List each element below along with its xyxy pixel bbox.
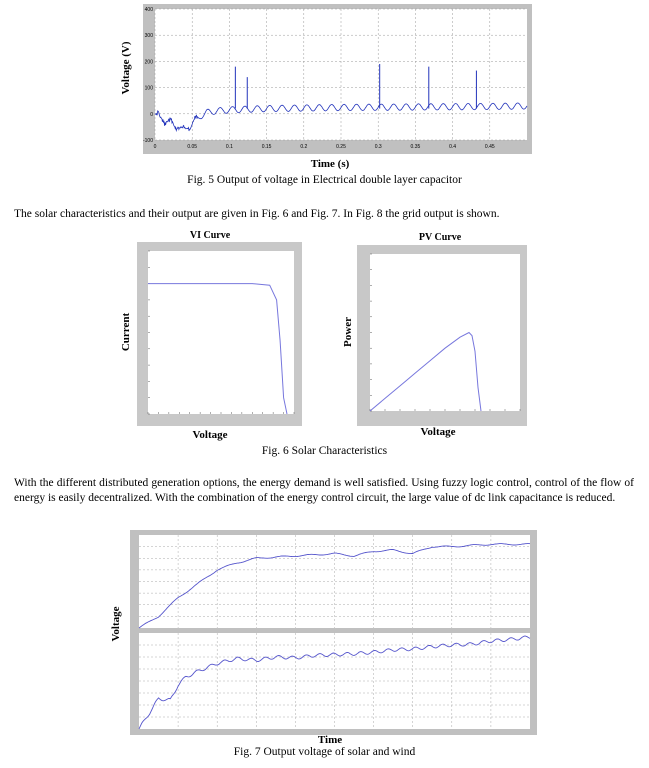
fig5-xtick-label: 0.2 — [300, 144, 308, 150]
vi-plot-area — [148, 251, 294, 414]
fig5-ytick-label: 100 — [144, 85, 153, 92]
fig5-xtick-label: 0.4 — [449, 144, 457, 150]
fig6-caption: Fig. 6 Solar Characteristics — [261, 445, 388, 457]
fig5-xtick-label: 0.35 — [410, 144, 421, 150]
fig5-chart — [143, 4, 532, 154]
fig7-ylabel: Voltage — [110, 606, 122, 642]
pv-chart — [357, 245, 527, 426]
pv-title: PV Curve — [418, 232, 462, 243]
fig5-xtick-label: 0.25 — [336, 144, 346, 150]
fig5-ytick-label: 200 — [144, 59, 153, 66]
fig5-caption: Fig. 5 Output of voltage in Electrical double layer capacitor — [187, 174, 462, 186]
fig5-ytick-label: 300 — [144, 33, 153, 40]
paragraph-2: With the different distributed generation options, the energy demand is well satisfied. Using fuzzy logic control, control of the flow of energy is easily decentralized. With the combination of the energy control circuit, the large value of dc link capacitance is reduced. — [14, 477, 634, 504]
fig5-ylabel: Voltage (V) — [120, 41, 132, 95]
vi-title: VI Curve — [189, 230, 231, 241]
fig5-ytick-label: 400 — [144, 7, 153, 13]
vi-xlabel: Voltage — [192, 429, 228, 441]
pv-xlabel: Voltage — [420, 426, 456, 438]
fig5-xtick-label: 0.15 — [261, 144, 272, 150]
fig7-chart — [130, 530, 537, 735]
fig5-xtick-label: 0.05 — [187, 144, 198, 150]
vi-chart — [137, 242, 302, 426]
vi-ylabel: Current — [120, 312, 132, 352]
fig5-ytick-label: -100 — [143, 138, 153, 144]
pv-ylabel: Power — [342, 317, 354, 347]
fig5-xtick-label: 0 — [153, 144, 157, 150]
pv-plot-area — [370, 254, 520, 411]
paragraph-1: The solar characteristics and their output are given in Fig. 6 and Fig. 7. In Fig. 8 the grid output is shown. — [14, 208, 500, 220]
fig5-ytick-label: 0 — [150, 111, 153, 118]
fig7-caption: Fig. 7 Output voltage of solar and wind — [233, 746, 416, 758]
fig5-xlabel: Time (s) — [310, 158, 350, 170]
fig7-xlabel: Time — [317, 734, 343, 746]
fig5-xtick-label: 0.3 — [374, 144, 382, 150]
fig5-xtick-label: 0.1 — [225, 144, 233, 150]
fig5-xtick-label: 0.45 — [484, 144, 495, 150]
